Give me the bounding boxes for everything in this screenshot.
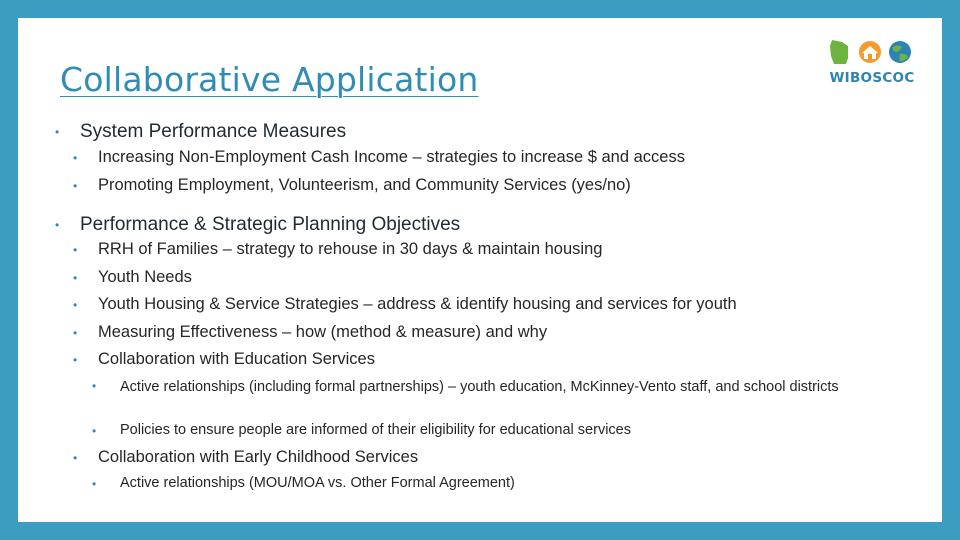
logo-text: WIBOSCOC: [829, 70, 915, 86]
list-item-text: Promoting Employment, Volunteerism, and Community Services (yes/no): [98, 176, 631, 194]
bullet: •: [92, 477, 97, 491]
slide-title: Collaborative Application: [60, 60, 479, 99]
sub-list-item-text: Policies to ensure people are informed of their eligibility for educational services: [120, 422, 631, 438]
list-item: [73, 295, 737, 314]
list-item: [73, 148, 685, 167]
sub-list-item: [92, 475, 515, 491]
list-item: [73, 448, 419, 467]
list-item: [73, 268, 192, 287]
bullet: •: [55, 125, 60, 139]
bullet: •: [55, 218, 60, 232]
house-icon: [859, 41, 881, 63]
list-item-text: Youth Housing & Service Strategies – address & identify housing and services for youth: [98, 295, 737, 313]
list-item-text: Increasing Non-Employment Cash Income – strategies to increase $ and access: [98, 148, 685, 166]
bullet: •: [73, 151, 78, 165]
list-item-text: Collaboration with Early Childhood Services: [98, 448, 419, 466]
list-item-text: Measuring Effectiveness – how (method & measure) and why: [98, 323, 548, 341]
globe-icon: [889, 41, 911, 63]
slide: [18, 18, 942, 522]
bullet: •: [73, 353, 78, 367]
list-item-text: Collaboration with Education Services: [98, 350, 375, 368]
list-item: [73, 176, 631, 195]
wisconsin-state-icon: [830, 40, 848, 64]
section-heading-system-performance: [55, 121, 347, 143]
list-item: [73, 240, 603, 259]
bullet: •: [73, 243, 78, 257]
bullet: •: [73, 179, 78, 193]
bullet: •: [73, 326, 78, 340]
sub-list-item: [92, 422, 631, 438]
list-item: [73, 350, 375, 369]
wiboscoc-logo: [826, 38, 922, 94]
section-heading-performance-objectives: [55, 214, 461, 236]
sub-list-item: [92, 377, 900, 397]
section-heading-text: System Performance Measures: [80, 121, 347, 142]
list-item: [73, 323, 548, 342]
bullet: •: [73, 451, 78, 465]
logo-icons: [826, 38, 918, 68]
bullet: •: [73, 298, 78, 312]
list-item-text: Youth Needs: [98, 268, 192, 286]
section-heading-text: Performance & Strategic Planning Objectives: [80, 214, 461, 235]
list-item-text: RRH of Families – strategy to rehouse in 30 days & maintain housing: [98, 240, 603, 258]
sub-list-item-text: Active relationships (including formal partnerships) – youth education, McKinney-Vento staff, and school districts: [120, 379, 839, 395]
bullet: •: [73, 271, 78, 285]
bullet: •: [92, 424, 97, 438]
sub-list-item-text: Active relationships (MOU/MOA vs. Other Formal Agreement): [120, 475, 515, 491]
bullet: •: [92, 379, 97, 393]
